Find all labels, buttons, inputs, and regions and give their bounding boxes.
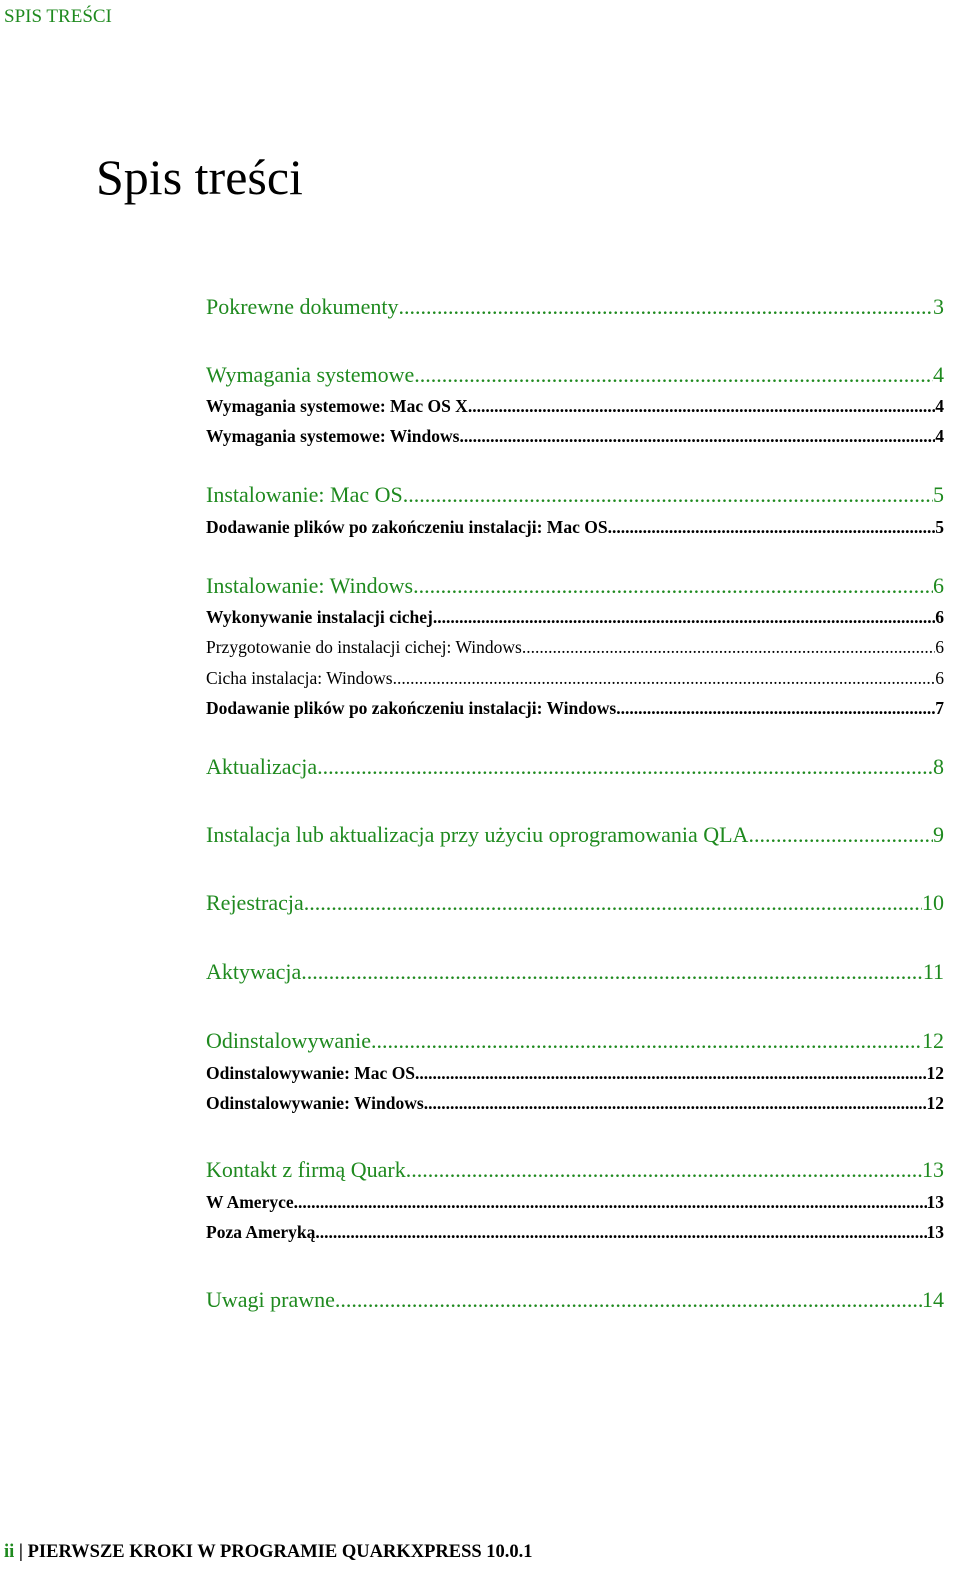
toc-entry-uwagi-prawne[interactable] bbox=[206, 1287, 944, 1313]
toc-label: Pokrewne dokumenty bbox=[206, 294, 399, 319]
toc-page-number: 7 bbox=[935, 698, 944, 718]
toc-entry-wymagania-systemowe[interactable] bbox=[206, 362, 944, 388]
toc-entry-wymagania-windows[interactable] bbox=[206, 426, 944, 447]
toc-page-number: 9 bbox=[933, 822, 944, 847]
toc-leader bbox=[414, 362, 933, 388]
toc-leader bbox=[522, 637, 935, 658]
toc-entry-przygotowanie-instalacji-cichej[interactable] bbox=[206, 637, 944, 658]
toc-page-number: 13 bbox=[922, 1157, 944, 1182]
toc-entry-rejestracja[interactable] bbox=[206, 890, 944, 916]
toc-page-number: 5 bbox=[933, 482, 944, 507]
toc-label: Instalacja lub aktualizacja przy użyciu oprogramowania QLA bbox=[206, 822, 749, 847]
toc-page-number: 6 bbox=[935, 668, 944, 688]
toc-label: Poza Ameryką bbox=[206, 1222, 316, 1242]
toc-page-number: 11 bbox=[922, 959, 944, 984]
toc-leader bbox=[413, 573, 933, 599]
toc-page-number: 13 bbox=[926, 1222, 944, 1242]
toc-page-number: 14 bbox=[922, 1287, 944, 1312]
toc-leader bbox=[335, 1287, 922, 1313]
toc-leader bbox=[616, 698, 935, 719]
toc-leader bbox=[406, 1157, 922, 1183]
toc-entry-dodawanie-plikow-windows[interactable] bbox=[206, 698, 944, 719]
running-head: SPIS TREŚCI bbox=[4, 6, 112, 27]
toc-page-number: 5 bbox=[935, 517, 944, 537]
toc-leader bbox=[459, 426, 935, 447]
toc-label: Aktualizacja bbox=[206, 754, 318, 779]
toc-label: Wymagania systemowe: Mac OS X bbox=[206, 396, 468, 416]
toc-leader bbox=[403, 482, 933, 508]
footer-book-title: PIERWSZE KROKI W PROGRAMIE QUARKXPRESS 10.0.1 bbox=[27, 1542, 533, 1562]
toc-label: Wymagania systemowe: Windows bbox=[206, 426, 460, 446]
toc-page-number: 4 bbox=[935, 426, 944, 446]
toc-page-number: 4 bbox=[935, 396, 944, 416]
toc-entry-odinstalowywanie-mac-os[interactable] bbox=[206, 1063, 944, 1084]
toc-label: Cicha instalacja: Windows bbox=[206, 668, 393, 688]
toc-entry-cicha-instalacja-windows[interactable] bbox=[206, 668, 944, 689]
toc-label: Wymagania systemowe bbox=[206, 362, 415, 387]
toc-leader bbox=[317, 754, 933, 780]
toc-label: Instalowanie: Windows bbox=[206, 573, 414, 598]
toc-label: Rejestracja bbox=[206, 890, 304, 915]
footer-separator: | bbox=[18, 1542, 23, 1562]
toc-entry-odinstalowywanie-windows[interactable] bbox=[206, 1093, 944, 1114]
toc-entry-instalowanie-mac-os[interactable] bbox=[206, 482, 944, 508]
toc-page-number: 13 bbox=[926, 1192, 944, 1212]
toc-entry-dodawanie-plikow-mac-os[interactable] bbox=[206, 517, 944, 538]
toc-entry-aktywacja[interactable] bbox=[206, 959, 944, 985]
toc-label: Kontakt z firmą Quark bbox=[206, 1157, 406, 1182]
toc-entry-kontakt-quark[interactable] bbox=[206, 1157, 944, 1183]
toc-leader bbox=[393, 668, 936, 689]
toc-label: Aktywacja bbox=[206, 959, 302, 984]
toc-leader bbox=[398, 294, 933, 320]
toc-page-number: 6 bbox=[935, 637, 944, 657]
toc-label: Uwagi prawne bbox=[206, 1287, 335, 1312]
toc-label: Dodawanie plików po zakończeniu instalacji: Mac OS bbox=[206, 517, 608, 537]
toc-leader bbox=[371, 1028, 922, 1054]
toc-page-number: 6 bbox=[935, 607, 944, 627]
page-title: Spis treści bbox=[96, 149, 303, 205]
toc-leader bbox=[304, 890, 922, 916]
toc-page-number: 3 bbox=[933, 294, 944, 319]
toc-label: Wykonywanie instalacji cichej bbox=[206, 607, 433, 627]
toc-label: Dodawanie plików po zakończeniu instalacji: Windows bbox=[206, 698, 617, 718]
toc-entry-odinstalowywanie[interactable] bbox=[206, 1028, 944, 1054]
toc-page-number: 12 bbox=[926, 1063, 944, 1083]
toc-page-number: 12 bbox=[922, 1028, 944, 1053]
toc-label: Odinstalowywanie bbox=[206, 1028, 371, 1053]
toc-entry-instalowanie-windows[interactable] bbox=[206, 573, 944, 599]
toc-leader bbox=[433, 607, 935, 628]
page-footer bbox=[4, 1542, 533, 1563]
toc-leader bbox=[608, 517, 936, 538]
toc-entry-pokrewne-dokumenty[interactable] bbox=[206, 294, 944, 320]
toc-entry-aktualizacja[interactable] bbox=[206, 754, 944, 780]
toc-page-number: 8 bbox=[933, 754, 944, 779]
toc-leader bbox=[748, 822, 933, 848]
toc-page-number: 6 bbox=[933, 573, 944, 598]
toc-entry-instalacja-qla[interactable] bbox=[206, 822, 944, 848]
toc-leader bbox=[301, 959, 923, 985]
toc-entry-w-ameryce[interactable] bbox=[206, 1192, 944, 1213]
toc-leader bbox=[424, 1093, 927, 1114]
toc-entry-wymagania-mac-os-x[interactable] bbox=[206, 396, 944, 417]
toc-label: W Ameryce bbox=[206, 1192, 294, 1212]
toc-label: Instalowanie: Mac OS bbox=[206, 482, 403, 507]
toc-entry-poza-ameryka[interactable] bbox=[206, 1222, 944, 1243]
toc-leader bbox=[415, 1063, 926, 1084]
toc-leader bbox=[294, 1192, 927, 1213]
footer-page-number: ii bbox=[4, 1542, 15, 1562]
toc-leader bbox=[315, 1222, 926, 1243]
toc-page-number: 10 bbox=[922, 890, 944, 915]
toc-label: Odinstalowywanie: Mac OS bbox=[206, 1063, 416, 1083]
toc-leader bbox=[468, 396, 935, 417]
toc-label: Przygotowanie do instalacji cichej: Windows bbox=[206, 637, 522, 657]
toc-page-number: 12 bbox=[926, 1093, 944, 1113]
toc-label: Odinstalowywanie: Windows bbox=[206, 1093, 424, 1113]
toc-entry-wykonywanie-instalacji-cichej[interactable] bbox=[206, 607, 944, 628]
toc-page-number: 4 bbox=[933, 362, 944, 387]
